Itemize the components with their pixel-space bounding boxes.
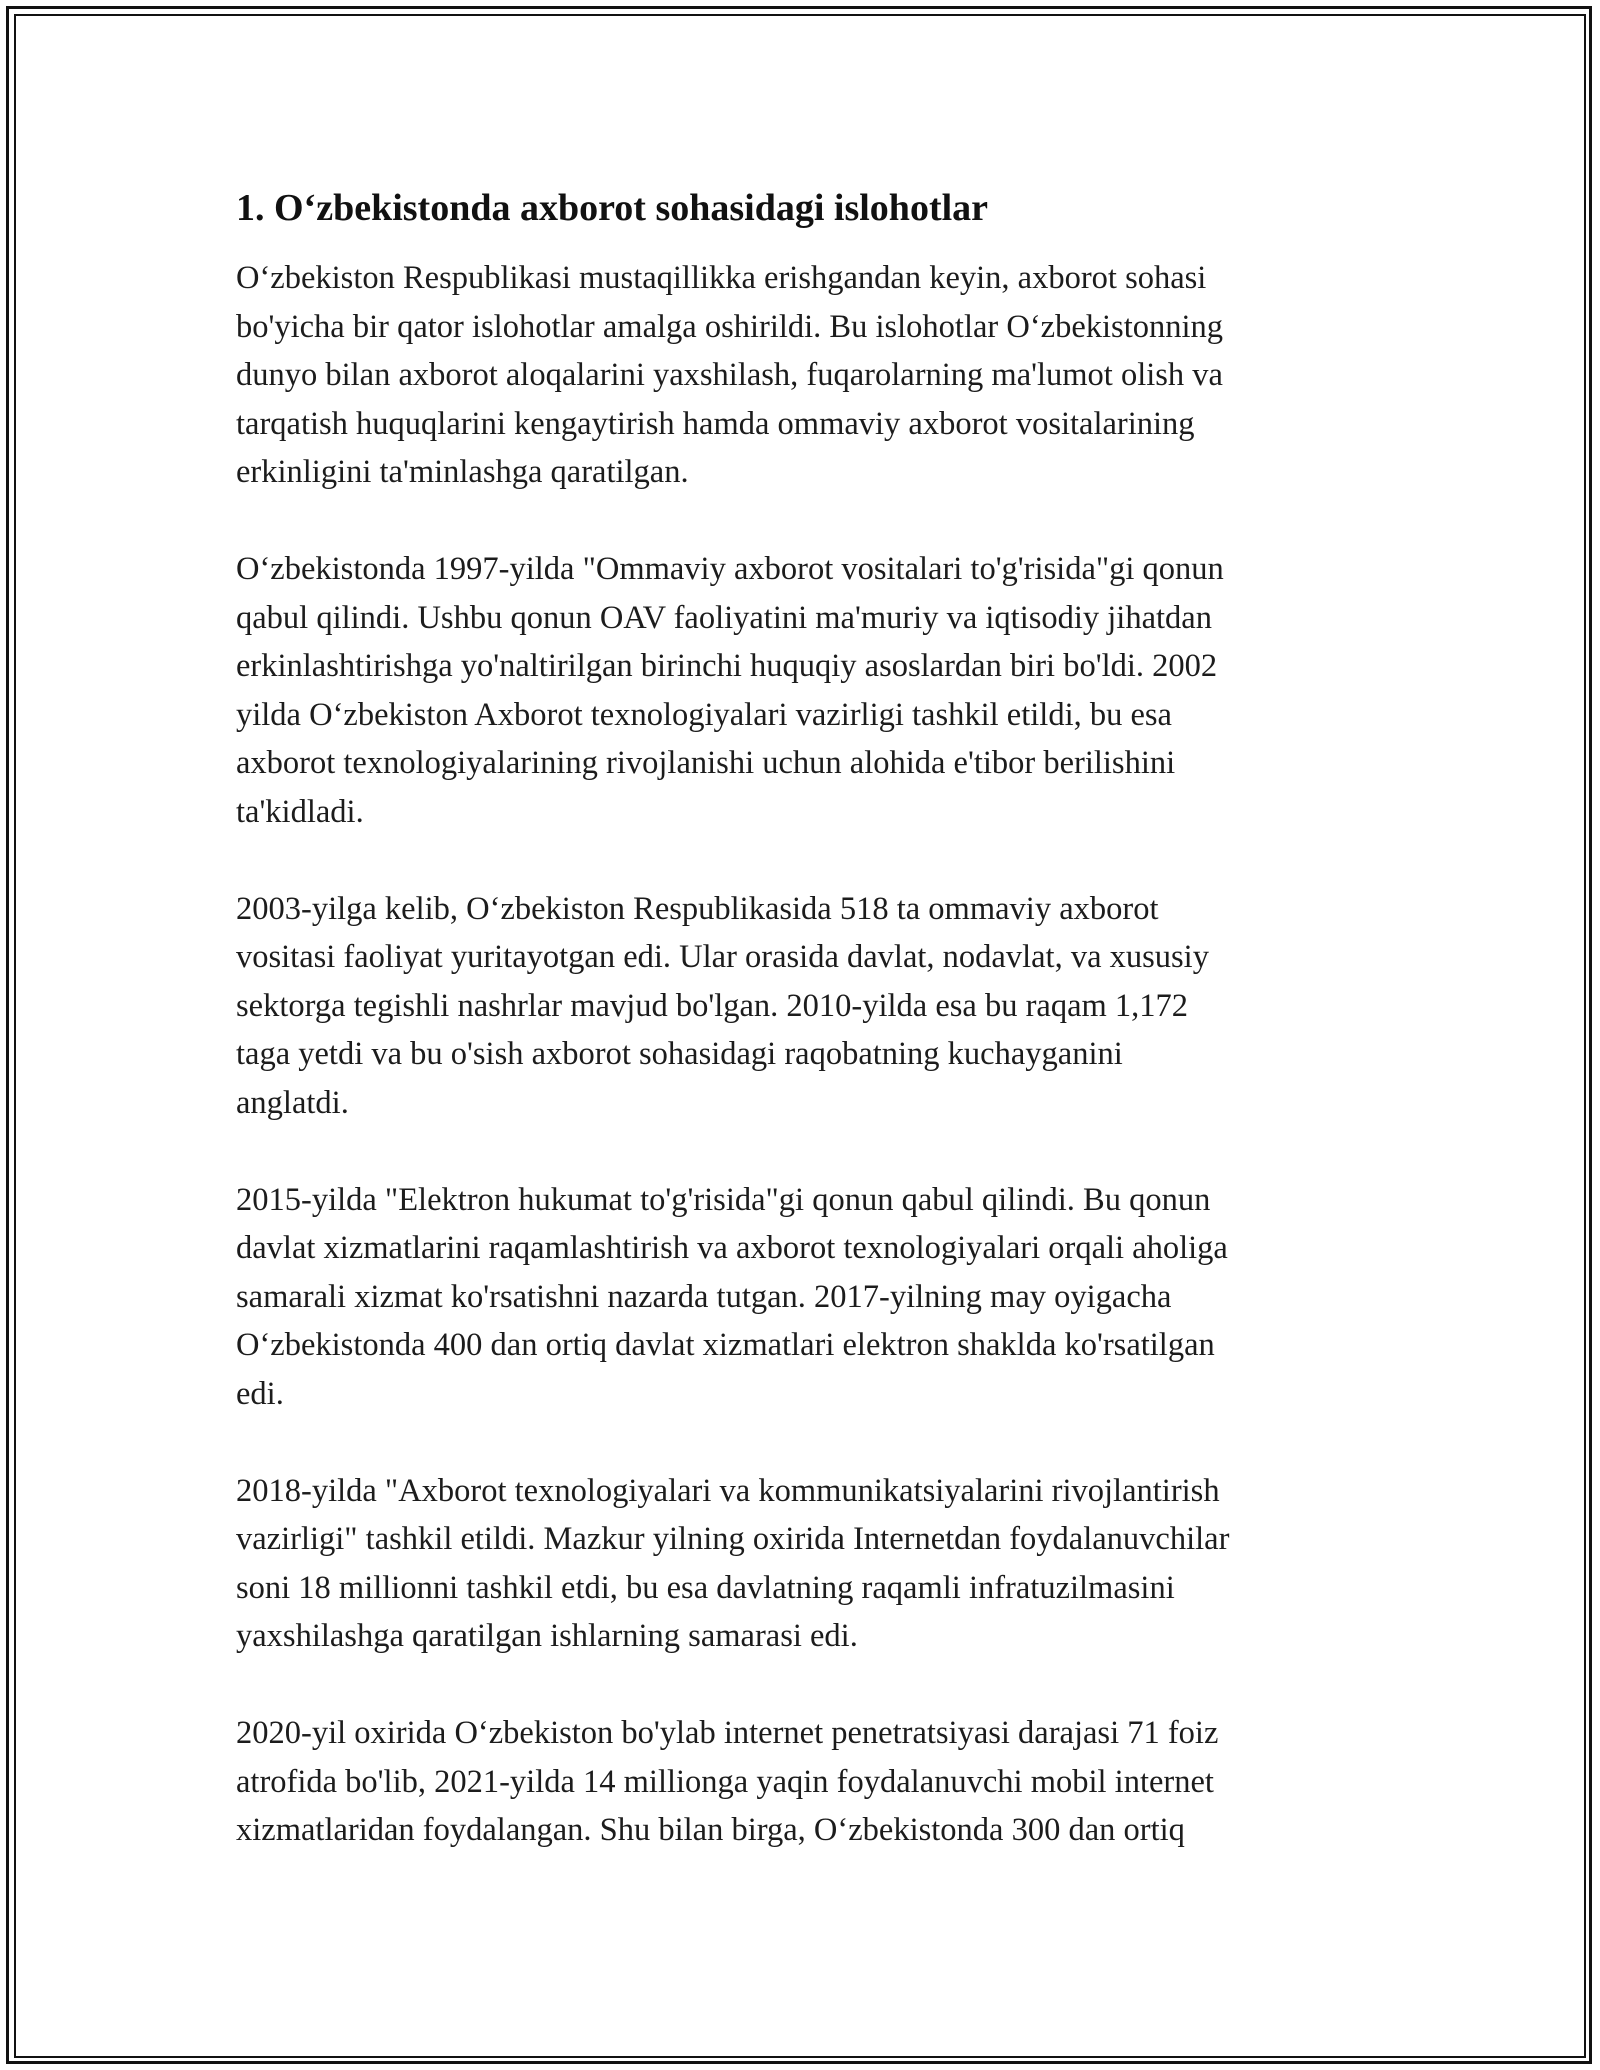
text-line: taga yetdi va bu o'sish axborot sohasidagi raqobatning kuchayganini <box>236 1036 1123 1072</box>
text-line: sektorga tegishli nashrlar mavjud bo'lgan. 2010-yilda esa bu raqam 1,172 <box>236 987 1189 1024</box>
text-line: 2003-yilga kelib, O‘zbekiston Respublikasida 518 ta ommaviy axborot <box>236 890 1159 927</box>
text-line: soni 18 millionni tashkil etdi, bu esa davlatning raqamli infratuzilmasini <box>236 1569 1175 1606</box>
text-line: O‘zbekistonda 400 dan ortiq davlat xizmatlari elektron shaklda ko'rsatilgan <box>236 1327 1215 1363</box>
text-line: xizmatlaridan foydalangan. Shu bilan birga, O‘zbekistonda 300 dan ortiq <box>236 1812 1185 1848</box>
paragraph-4 <box>236 1176 1386 1419</box>
text-line: erkinlashtirishga yo'naltirilgan birinchi huquqiy asoslardan biri bo'ldi. 2002 <box>236 648 1218 684</box>
text-line: 2015-yilda "Elektron hukumat to'g'risida"gi qonun qabul qilindi. Bu qonun <box>236 1181 1211 1218</box>
text-line: anglatdi. <box>236 1084 349 1121</box>
text-line: 2018-yilda "Axborot texnologiyalari va kommunikatsiyalarini rivojlantirish <box>236 1472 1220 1509</box>
paragraph-6 <box>236 1709 1386 1855</box>
text-line: bo'yicha bir qator islohotlar amalga oshirildi. Bu islohotlar O‘zbekistonning <box>236 308 1223 345</box>
text-line: yilda O‘zbekiston Axborot texnologiyalari vazirligi tashkil etildi, bu esa <box>236 696 1172 733</box>
text-line: tarqatish huquqlarini kengaytirish hamda ommaviy axborot vositalarining <box>236 405 1195 442</box>
text-line: erkinligini ta'minlashga qaratilgan. <box>236 454 689 490</box>
text-line: O‘zbekiston Respublikasi mustaqillikka erishgandan keyin, axborot sohasi <box>236 260 1207 296</box>
text-line: 2020-yil oxirida O‘zbekiston bo'ylab internet penetratsiyasi darajasi 71 foiz <box>236 1715 1219 1751</box>
text-line: yaxshilashga qaratilgan ishlarning samarasi edi. <box>236 1618 858 1654</box>
text-line: vazirligi" tashkil etildi. Mazkur yilning oxirida Internetdan foydalanuvchilar <box>236 1521 1230 1557</box>
text-line: edi. <box>236 1375 284 1412</box>
document-body <box>236 185 1386 1903</box>
paragraph-2 <box>236 545 1386 836</box>
paragraph-5 <box>236 1467 1386 1661</box>
section-heading: 1. O‘zbekistonda axborot sohasidagi islohotlar <box>236 187 989 229</box>
text-line: atrofida bo'lib, 2021-yilda 14 millionga yaqin foydalanuvchi mobil internet <box>236 1763 1214 1800</box>
text-line: axborot texnologiyalarining rivojlanishi uchun alohida e'tibor berilishini <box>236 745 1176 781</box>
text-line: dunyo bilan axborot aloqalarini yaxshilash, fuqarolarning ma'lumot olish va <box>236 357 1223 393</box>
text-line: O‘zbekistonda 1997-yilda "Ommaviy axborot vositalari to'g'risida"gi qonun <box>236 551 1224 587</box>
text-line: qabul qilindi. Ushbu qonun OAV faoliyatini ma'muriy va iqtisodiy jihatdan <box>236 599 1212 636</box>
text-line: davlat xizmatlarini raqamlashtirish va axborot texnologiyalari orqali aholiga <box>236 1230 1228 1266</box>
text-line: vositasi faoliyat yuritayotgan edi. Ular orasida davlat, nodavlat, va xususiy <box>236 939 1209 975</box>
text-line: ta'kidladi. <box>236 793 364 830</box>
text-line: samarali xizmat ko'rsatishni nazarda tutgan. 2017-yilning may oyigacha <box>236 1278 1172 1315</box>
paragraph-3 <box>236 885 1386 1128</box>
paragraph-1 <box>236 254 1386 497</box>
